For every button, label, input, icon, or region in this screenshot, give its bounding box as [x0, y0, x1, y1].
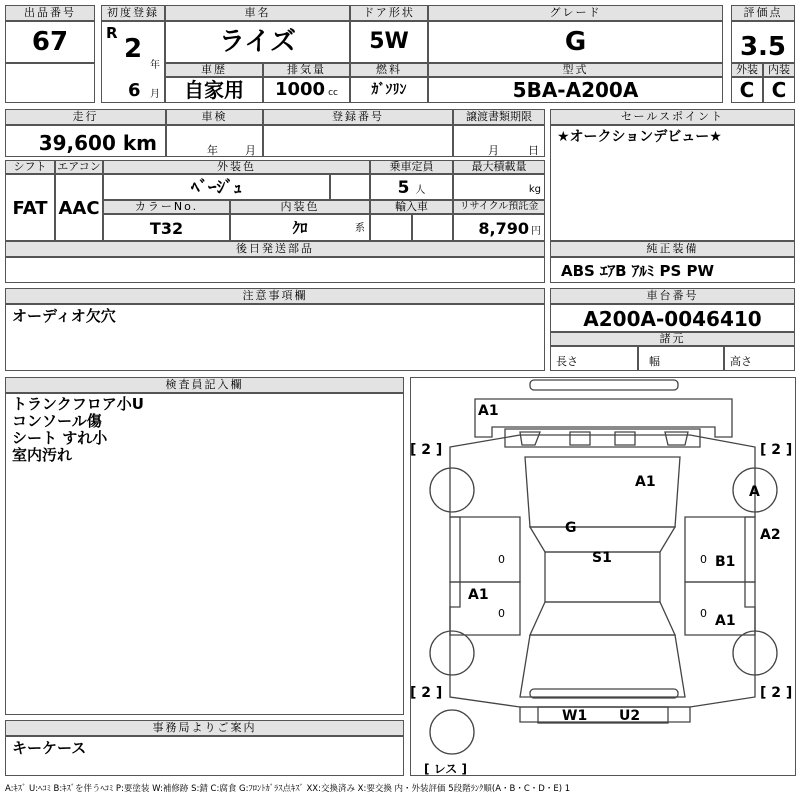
inspector-note-4: 室内汚れ [12, 446, 73, 464]
ext-color-label: 外装色 [103, 160, 370, 174]
fuel-label: 燃料 [350, 63, 428, 77]
import-box-b [412, 214, 453, 241]
shift: FAT [5, 174, 55, 241]
tire-mark-front-left: [ 2 ] [410, 685, 443, 701]
import-box-a [370, 214, 412, 241]
height-label: 高さ [730, 355, 752, 368]
parts-later-box [5, 257, 545, 283]
spare-label: [ レス ] [424, 762, 467, 776]
mark-zero-right-rear: 0 [700, 553, 707, 566]
length-box [550, 346, 638, 371]
capacity: 5 [397, 178, 410, 198]
office-note: キーケース [5, 736, 404, 776]
height-box [724, 346, 795, 371]
history: 自家用 [165, 77, 263, 103]
caution-label: 注意事項欄 [5, 288, 545, 304]
history-label: 車歴 [165, 63, 263, 77]
shift-label: シフト [5, 160, 55, 174]
color-no: T32 [103, 214, 230, 241]
rear-window [530, 527, 675, 552]
first-reg-label: 初度登録 [101, 5, 165, 21]
mileage-label: 走行 [5, 109, 166, 125]
inspector-notes [5, 393, 404, 715]
int-grade-label: 内装 [763, 63, 795, 77]
roof [525, 457, 680, 527]
reg-no-label: 登録番号 [263, 109, 453, 125]
displacement-label: 排気量 [263, 63, 350, 77]
recycle-label: リサイクル預託金 [453, 200, 545, 214]
max-load-box [453, 174, 545, 200]
transfer-day-unit: 日 [528, 144, 539, 157]
lot-no-blank [5, 63, 95, 103]
recycle: 8,790 [478, 219, 529, 238]
reg-month: 6 [128, 80, 141, 101]
capacity-unit: 人 [415, 185, 426, 196]
int-color-unit: 系 [355, 223, 365, 234]
damage-legend: A:ｷｽﾞ U:ﾍｺﾐ B:ｷｽﾞを伴うﾍｺﾐ P:要塗装 W:補修跡 S:錆 C:腐食 G:ﾌﾛﾝﾄｶﾞﾗｽ点ｷｽﾞ XX:交換済み X:要交換 内・外装評価 5段階ﾗﾝｸ順(A・B・C・D・E) 1 [5, 784, 571, 794]
mileage-unit: km [122, 131, 157, 155]
era: R [106, 24, 118, 42]
inspection-year-unit: 年 [207, 144, 218, 157]
mark-zero-right-front: 0 [700, 607, 707, 620]
damage-diagram [410, 377, 796, 776]
ac-label: エアコン [55, 160, 103, 174]
front-bumper [520, 707, 690, 722]
transfer-label: 譲渡書類期限 [453, 109, 545, 125]
displacement-unit: cc [328, 88, 338, 98]
tire-mark-front-right: [ 2 ] [760, 685, 793, 701]
inspection-box [166, 125, 263, 157]
reg-year: 2 [124, 34, 143, 64]
rear-left-wheel [430, 468, 474, 512]
chassis: A200A-0046410 [550, 304, 795, 332]
windshield [530, 602, 675, 635]
caution: オーディオ欠穴 [5, 304, 545, 371]
spare-wheel [430, 710, 474, 754]
hood [520, 635, 685, 697]
mark-center-g: G [565, 520, 577, 536]
inspection-label: 車検 [166, 109, 263, 125]
inspection-month-unit: 月 [245, 144, 256, 157]
chassis-label: 車台番号 [550, 288, 795, 304]
sales-point-label: セールスポイント [550, 109, 795, 125]
max-load-label: 最大積載量 [453, 160, 545, 174]
rear-panel [475, 399, 732, 437]
inspector-label: 検査員記入欄 [5, 377, 404, 393]
mileage-box [5, 125, 166, 157]
equipment: ABS ｴｱB ｱﾙﾐ PS PW [550, 257, 795, 283]
displacement: 1000 [274, 79, 326, 100]
first-reg-box [101, 21, 165, 103]
width-box [638, 346, 724, 371]
mark-right-door-front: A1 [715, 613, 736, 629]
ext-grade: C [731, 77, 763, 103]
fuel: ｶﾞｿﾘﾝ [350, 77, 428, 103]
mileage: 39,600 [38, 131, 116, 155]
inspector-note-2: コンソール傷 [12, 412, 102, 430]
mark-rear-top: A1 [478, 403, 499, 419]
mark-roof: A1 [635, 474, 656, 490]
mark-zero-left-rear: 0 [498, 553, 505, 566]
rear-bumper-strip [530, 380, 678, 390]
month-unit: 月 [150, 89, 160, 100]
equipment-label: 純正装備 [550, 241, 795, 257]
office-label: 事務局よりご案内 [5, 720, 404, 736]
width-label: 幅 [649, 355, 660, 368]
tire-mark-rear-right: [ 2 ] [760, 442, 793, 458]
lot-no: 67 [5, 21, 95, 63]
grade-label: グレード [428, 5, 723, 21]
parts-later-label: 後日発送部品 [5, 241, 545, 257]
ac: AAC [55, 174, 103, 241]
inspector-note-3: シート すれ小 [12, 429, 108, 447]
mark-right-quarter: A2 [760, 527, 781, 543]
car-name: ライズ [165, 21, 350, 63]
ext-grade-label: 外装 [731, 63, 763, 77]
int-color-box [230, 214, 370, 241]
ext-color: ﾍﾞｰｼﾞｭ [103, 174, 330, 200]
door-label: ドア形状 [350, 5, 428, 21]
front-grille [538, 707, 668, 723]
model-label: 型式 [428, 63, 723, 77]
length-label: 長さ [556, 355, 578, 368]
recycle-box [453, 214, 545, 241]
score-label: 評価点 [731, 5, 795, 21]
score: 3.5 [731, 21, 795, 63]
color-no-label: カラーNo. [103, 200, 230, 214]
rear-lights [520, 432, 688, 445]
int-color-label: 内装色 [230, 200, 370, 214]
specs-label: 諸元 [550, 332, 795, 346]
mark-left-door-front: A1 [468, 587, 489, 603]
mark-zero-left-front: 0 [498, 607, 505, 620]
car-name-label: 車名 [165, 5, 350, 21]
int-color: ｸﾛ [292, 219, 308, 237]
capacity-box [370, 174, 453, 200]
transfer-month-unit: 月 [488, 144, 499, 157]
front-left-wheel [430, 631, 474, 675]
capacity-label: 乗車定員 [370, 160, 453, 174]
tire-mark-rear-left: [ 2 ] [410, 442, 443, 458]
mark-windshield-u2: U2 [619, 708, 641, 724]
displacement-box [263, 77, 350, 103]
transfer-box [453, 125, 545, 157]
reg-no-box [263, 125, 453, 157]
lot-no-label: 出品番号 [5, 5, 95, 21]
model: 5BA-A200A [428, 77, 723, 103]
body-outline [450, 435, 755, 707]
inspector-note-1: トランクフロア小U [12, 395, 144, 413]
int-grade: C [763, 77, 795, 103]
ext-color-extra [330, 174, 370, 200]
max-load-unit: kg [528, 184, 541, 195]
recycle-unit: 円 [531, 226, 541, 237]
mark-center-s1: S1 [592, 550, 612, 566]
year-unit: 年 [150, 60, 160, 71]
mark-rear-right-wheel: A [749, 484, 760, 500]
grade: G [428, 21, 723, 63]
import-label: 輸入車 [370, 200, 453, 214]
door: 5W [350, 21, 428, 63]
sales-point: ★オークションデビュー★ [550, 125, 795, 241]
mark-windshield-w1: W1 [562, 708, 588, 724]
mark-right-door-rear: B1 [715, 554, 736, 570]
